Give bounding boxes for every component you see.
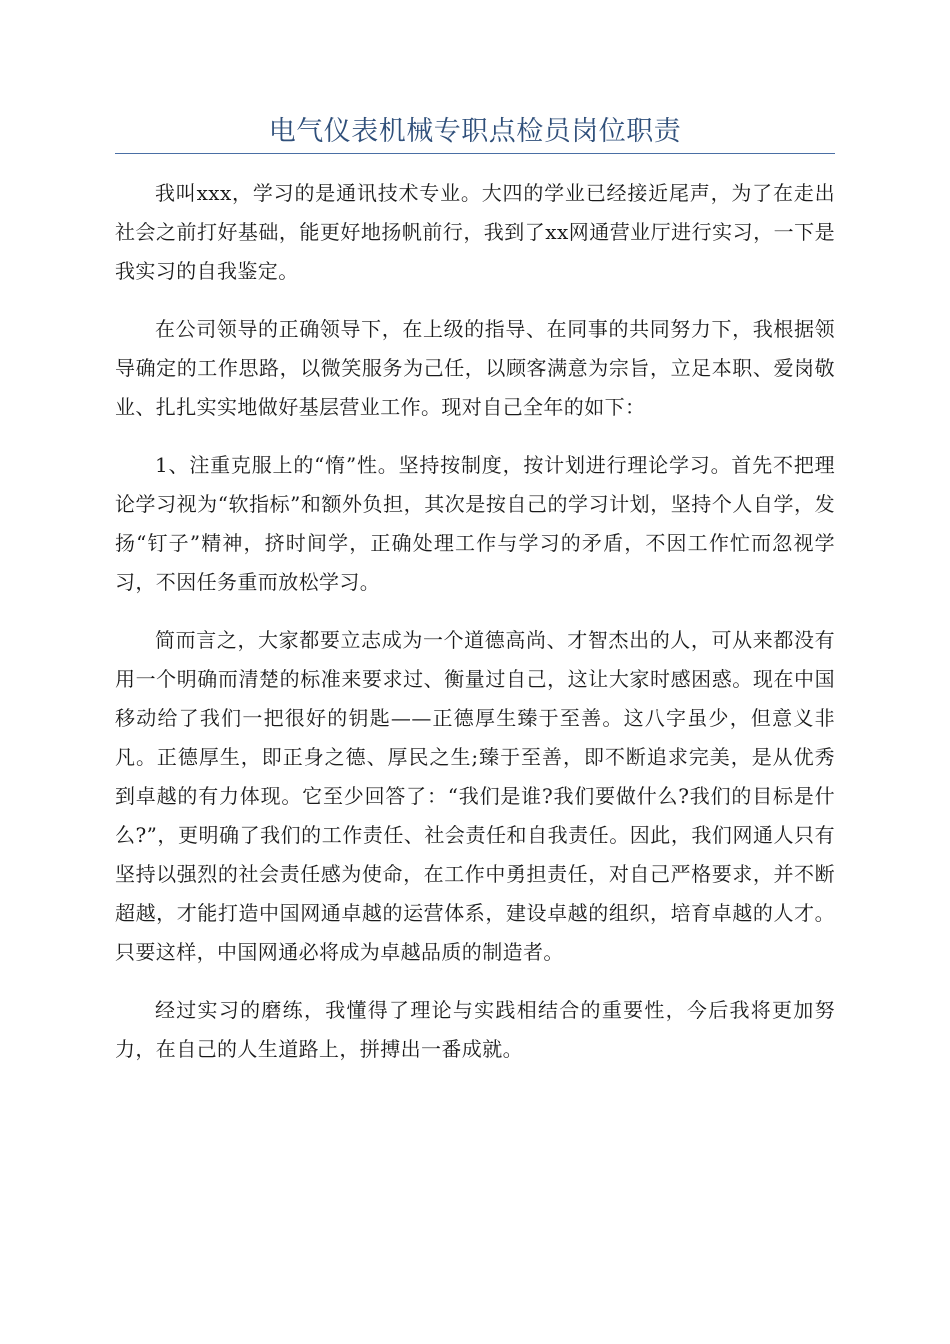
title-underline [115, 153, 835, 154]
document-page [115, 0, 835, 1344]
paragraph-conclusion: 经过实习的磨练，我懂得了理论与实践相结合的重要性，今后我将更加努力，在自己的人生道路上，拼搏出一番成就。 [115, 998, 835, 1061]
paragraph-work-summary: 在公司领导的正确领导下，在上级的指导、在同事的共同努力下，我根据领导确定的工作思路，以微笑服务为己任，以顾客满意为宗旨，立足本职、爱岗敬业、扎扎实实地做好基层营业工作。现对自己全年的如下： [115, 317, 835, 419]
paragraph-study-point-1: 1、注重克服上的“惰”性。坚持按制度，按计划进行理论学习。首先不把理论学习视为“软指标”和额外负担，其次是按自己的学习计划，坚持个人自学，发扬“钉子”精神，挤时间学，正确处理工作与学习的矛盾，不因工作忙而忽视学习，不因任务重而放松学习。 [115, 453, 835, 594]
paragraph-values: 简而言之，大家都要立志成为一个道德高尚、才智杰出的人，可从来都没有用一个明确而清楚的标准来要求过、衡量过自己，这让大家时感困惑。现在中国移动给了我们一把很好的钥匙——正德厚生臻于至善。这八字虽少，但意义非凡。正德厚生，即正身之德、厚民之生;臻于至善，即不断追求完美，是从优秀到卓越的有力体现。它至少回答了：“我们是谁?我们要做什么?我们的目标是什么?”，更明确了我们的工作责任、社会责任和自我责任。因此，我们网通人只有坚持以强烈的社会责任感为使命，在工作中勇担责任，对自己严格要求，并不断超越，才能打造中国网通卓越的运营体系，建设卓越的组织，培育卓越的人才。只要这样，中国网通必将成为卓越品质的制造者。 [115, 628, 835, 964]
page-title: 电气仪表机械专职点检员岗位职责 [268, 116, 682, 147]
paragraph-intro: 我叫xxx，学习的是通讯技术专业。大四的学业已经接近尾声，为了在走出社会之前打好基础，能更好地扬帆前行，我到了xx网通营业厅进行实习，一下是我实习的自我鉴定。 [115, 181, 835, 283]
document-body [115, 174, 835, 1088]
